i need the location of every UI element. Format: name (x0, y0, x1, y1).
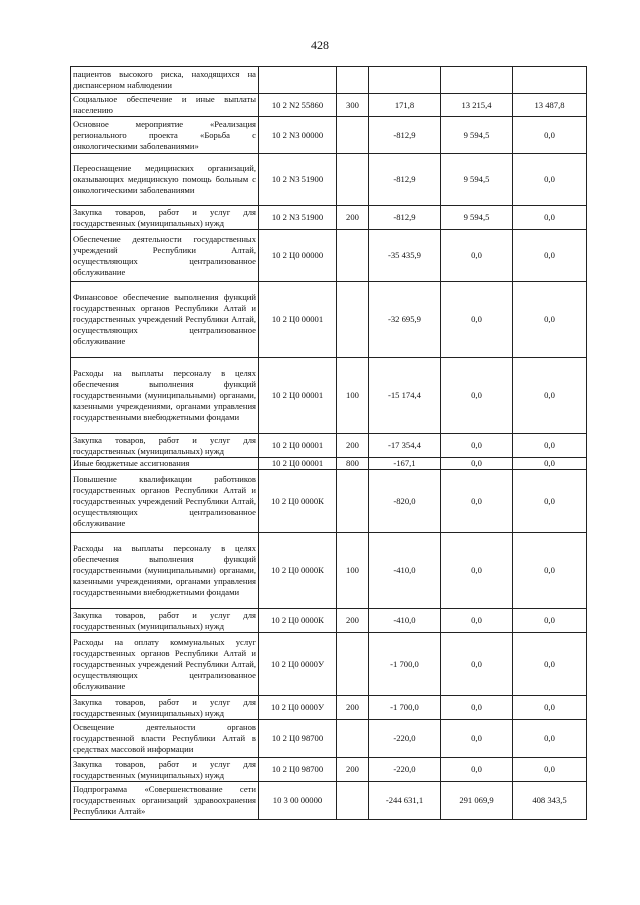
item-name-cell: Подпрограмма «Совершенствование сети государственных организаций здравоохранения Республики Алтай» (71, 782, 259, 820)
amount-1-cell: -32 695,9 (369, 282, 441, 358)
amount-1-cell: -15 174,4 (369, 358, 441, 434)
expense-type-cell: 100 (337, 358, 369, 434)
amount-3-cell: 0,0 (513, 720, 587, 758)
target-code-cell: 10 2 Ц0 98700 (259, 758, 337, 782)
amount-1-cell: -812,9 (369, 154, 441, 206)
budget-table (70, 66, 587, 820)
amount-3-cell: 0,0 (513, 154, 587, 206)
amount-1-cell (369, 67, 441, 94)
amount-2-cell: 0,0 (441, 696, 513, 720)
amount-2-cell: 0,0 (441, 609, 513, 633)
amount-2-cell: 0,0 (441, 458, 513, 470)
table-row (71, 117, 587, 154)
amount-1-cell: -17 354,4 (369, 434, 441, 458)
expense-type-cell: 800 (337, 458, 369, 470)
amount-2-cell: 9 594,5 (441, 154, 513, 206)
target-code-cell: 10 2 Ц0 0000К (259, 470, 337, 533)
amount-3-cell: 0,0 (513, 633, 587, 696)
target-code-cell: 10 2 Ц0 0000К (259, 533, 337, 609)
amount-3-cell: 13 487,8 (513, 94, 587, 117)
amount-3-cell: 0,0 (513, 117, 587, 154)
table-row (71, 470, 587, 533)
target-code-cell: 10 2 Ц0 00000 (259, 230, 337, 282)
expense-type-cell (337, 154, 369, 206)
table-row (71, 230, 587, 282)
amount-1-cell: 171,8 (369, 94, 441, 117)
expense-type-cell (337, 470, 369, 533)
amount-3-cell: 408 343,5 (513, 782, 587, 820)
expense-type-cell (337, 282, 369, 358)
table-row (71, 696, 587, 720)
item-name-cell: Обеспечение деятельности государственных учреждений Республики Алтай, осуществляющих централизованное обслуживание (71, 230, 259, 282)
target-code-cell: 10 2 N2 55860 (259, 94, 337, 117)
amount-1-cell: -820,0 (369, 470, 441, 533)
amount-1-cell: -220,0 (369, 720, 441, 758)
target-code-cell: 10 2 Ц0 00001 (259, 458, 337, 470)
amount-1-cell: -244 631,1 (369, 782, 441, 820)
target-code-cell: 10 2 Ц0 00001 (259, 434, 337, 458)
item-name-cell: Иные бюджетные ассигнования (71, 458, 259, 470)
expense-type-cell: 200 (337, 696, 369, 720)
amount-1-cell: -35 435,9 (369, 230, 441, 282)
amount-3-cell: 0,0 (513, 458, 587, 470)
expense-type-cell: 200 (337, 609, 369, 633)
amount-3-cell: 0,0 (513, 358, 587, 434)
amount-2-cell: 0,0 (441, 533, 513, 609)
item-name-cell: пациентов высокого риска, находящихся на диспансерном наблюдении (71, 67, 259, 94)
item-name-cell: Закупка товаров, работ и услуг для государственных (муниципальных) нужд (71, 434, 259, 458)
amount-2-cell: 0,0 (441, 230, 513, 282)
table-row (71, 434, 587, 458)
table-row (71, 94, 587, 117)
amount-3-cell: 0,0 (513, 230, 587, 282)
target-code-cell: 10 2 Ц0 0000К (259, 609, 337, 633)
amount-3-cell: 0,0 (513, 758, 587, 782)
amount-1-cell: -410,0 (369, 533, 441, 609)
amount-1-cell: -812,9 (369, 117, 441, 154)
item-name-cell: Освещение деятельности органов государственной власти Республики Алтай в средствах массовой информации (71, 720, 259, 758)
target-code-cell: 10 2 Ц0 0000У (259, 696, 337, 720)
target-code-cell: 10 2 Ц0 00001 (259, 282, 337, 358)
page-number: 428 (311, 38, 329, 52)
target-code-cell: 10 2 Ц0 00001 (259, 358, 337, 434)
amount-2-cell: 0,0 (441, 633, 513, 696)
amount-3-cell: 0,0 (513, 434, 587, 458)
target-code-cell: 10 2 N3 00000 (259, 117, 337, 154)
amount-1-cell: -812,9 (369, 206, 441, 230)
amount-3-cell: 0,0 (513, 282, 587, 358)
amount-2-cell: 0,0 (441, 282, 513, 358)
expense-type-cell (337, 633, 369, 696)
item-name-cell: Расходы на выплаты персоналу в целях обеспечения выполнения функций государственными (муниципальными) органами, казенными учреждениями, органами управления государственными внебюджетными фондами (71, 358, 259, 434)
expense-type-cell (337, 782, 369, 820)
expense-type-cell: 200 (337, 206, 369, 230)
item-name-cell: Расходы на выплаты персоналу в целях обеспечения выполнения функций государственными (муниципальными) органами, казенными учреждениями, органами управления государственными внебюджетными фондами (71, 533, 259, 609)
expense-type-cell (337, 720, 369, 758)
item-name-cell: Повышение квалификации работников государственных органов Республики Алтай и государственных учреждений Республики Алтай, осуществляющих централизованное обслуживание (71, 470, 259, 533)
expense-type-cell (337, 230, 369, 282)
target-code-cell: 10 2 N3 51900 (259, 206, 337, 230)
amount-3-cell: 0,0 (513, 609, 587, 633)
amount-2-cell (441, 67, 513, 94)
amount-3-cell (513, 67, 587, 94)
target-code-cell: 10 2 Ц0 0000У (259, 633, 337, 696)
expense-type-cell: 200 (337, 434, 369, 458)
expense-type-cell: 100 (337, 533, 369, 609)
table-row (71, 458, 587, 470)
amount-2-cell: 0,0 (441, 358, 513, 434)
item-name-cell: Закупка товаров, работ и услуг для государственных (муниципальных) нужд (71, 758, 259, 782)
expense-type-cell (337, 117, 369, 154)
amount-3-cell: 0,0 (513, 206, 587, 230)
amount-1-cell: -220,0 (369, 758, 441, 782)
amount-3-cell: 0,0 (513, 696, 587, 720)
amount-3-cell: 0,0 (513, 533, 587, 609)
amount-1-cell: -167,1 (369, 458, 441, 470)
amount-2-cell: 0,0 (441, 720, 513, 758)
table-row (71, 154, 587, 206)
item-name-cell: Основное мероприятие «Реализация регионального проекта «Борьба с онкологическими заболеваниями» (71, 117, 259, 154)
expense-type-cell: 300 (337, 94, 369, 117)
item-name-cell: Закупка товаров, работ и услуг для государственных (муниципальных) нужд (71, 609, 259, 633)
expense-type-cell (337, 67, 369, 94)
target-code-cell (259, 67, 337, 94)
target-code-cell: 10 2 Ц0 98700 (259, 720, 337, 758)
amount-2-cell: 13 215,4 (441, 94, 513, 117)
amount-2-cell: 291 069,9 (441, 782, 513, 820)
target-code-cell: 10 3 00 00000 (259, 782, 337, 820)
amount-2-cell: 0,0 (441, 434, 513, 458)
item-name-cell: Закупка товаров, работ и услуг для государственных (муниципальных) нужд (71, 696, 259, 720)
amount-1-cell: -1 700,0 (369, 633, 441, 696)
item-name-cell: Переоснащение медицинских организаций, оказывающих медицинскую помощь больным с онкологическими заболеваниями (71, 154, 259, 206)
target-code-cell: 10 2 N3 51900 (259, 154, 337, 206)
table-row (71, 358, 587, 434)
amount-3-cell: 0,0 (513, 470, 587, 533)
amount-1-cell: -1 700,0 (369, 696, 441, 720)
table-row (71, 720, 587, 758)
table-row (71, 782, 587, 820)
item-name-cell: Финансовое обеспечение выполнения функций государственных органов Республики Алтай и государственных учреждений Республики Алтай, осуществляющих централизованное обслуживание (71, 282, 259, 358)
amount-2-cell: 0,0 (441, 758, 513, 782)
table-body (71, 67, 587, 820)
table-row (71, 67, 587, 94)
table-row (71, 609, 587, 633)
table-row (71, 758, 587, 782)
item-name-cell: Социальное обеспечение и иные выплаты населению (71, 94, 259, 117)
amount-2-cell: 9 594,5 (441, 206, 513, 230)
amount-1-cell: -410,0 (369, 609, 441, 633)
table-row (71, 633, 587, 696)
expense-type-cell: 200 (337, 758, 369, 782)
item-name-cell: Расходы на оплату коммунальных услуг государственных органов Республики Алтай и государственных учреждений Республики Алтай, осуществляющих централизованное обслуживание (71, 633, 259, 696)
table-row (71, 206, 587, 230)
table-row (71, 282, 587, 358)
item-name-cell: Закупка товаров, работ и услуг для государственных (муниципальных) нужд (71, 206, 259, 230)
table-row (71, 533, 587, 609)
amount-2-cell: 0,0 (441, 470, 513, 533)
amount-2-cell: 9 594,5 (441, 117, 513, 154)
